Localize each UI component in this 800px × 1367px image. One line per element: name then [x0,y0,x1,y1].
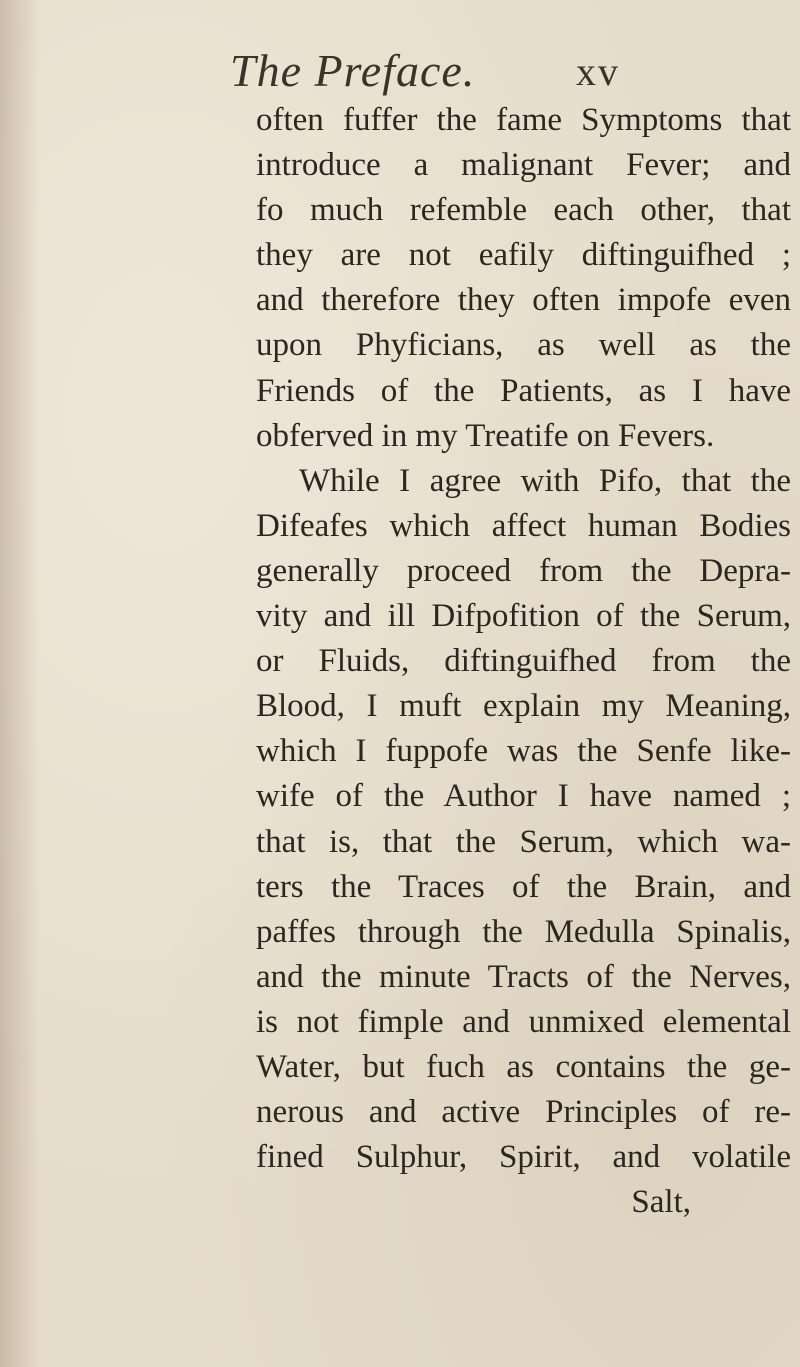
text-line: they are not eafily diftinguifhed ; [256,237,791,274]
text-line: upon Phyficians, as well as the [256,327,791,364]
text-line: or Fluids, diftinguifhed from the [256,643,791,680]
text-line: wife of the Author I have named ; [256,778,791,815]
text-line: which I fuppofe was the Senfe like- [256,733,791,770]
running-title: The Preface. [230,45,476,96]
text-line: and the minute Tracts of the Nerves, [256,958,791,995]
text-line: and therefore they often impofe even [256,282,791,319]
text-line: that is, that the Serum, which wa- [256,823,791,860]
page-edge-shadow [0,0,40,1367]
text-line: fined Sulphur, Spirit, and volatile [256,1139,791,1176]
text-line: introduce a malignant Fever; and [256,147,791,184]
text-line: is not fimple and unmixed elemental [256,1003,791,1040]
text-line: Difeafes which affect human Bodies [256,507,791,544]
text-line: often fuffer the fame Symptoms that [256,102,791,138]
text-line: obferved in my Treatife on Fevers. [256,417,715,454]
page-number: xv [576,49,620,94]
text-line: ters the Traces of the Brain, and [256,868,791,905]
body-text [256,98,791,1225]
paragraph-start-line: While I agree with Pifo, that the [299,462,791,499]
catchword: Salt, [631,1184,691,1221]
text-line: Blood, I muft explain my Meaning, [256,688,791,725]
text-line: Water, but fuch as contains the ge- [256,1048,791,1085]
text-line: generally proceed from the Depra- [256,552,791,589]
text-line: Friends of the Patients, as I have [256,372,791,409]
text-line: vity and ill Difpofition of the Serum, [256,598,791,635]
text-line: nerous and active Principles of re- [256,1094,791,1131]
text-line: fo much refemble each other, that [256,192,791,229]
text-line: paffes through the Medulla Spinalis, [256,913,791,950]
